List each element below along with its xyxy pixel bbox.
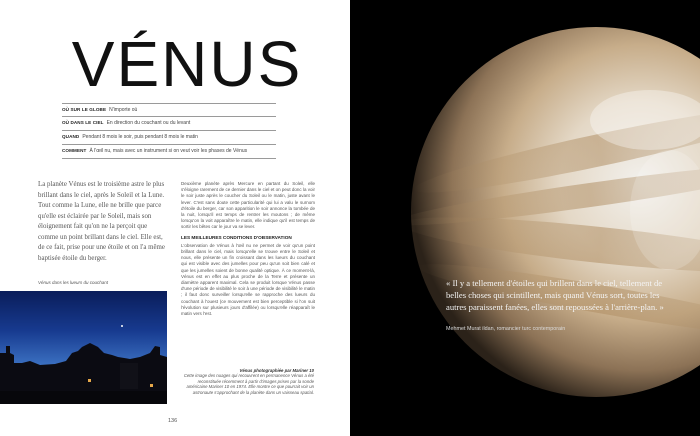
body-paragraph: Deuxième planète après Mercure en partant du Soleil, elle s'éloigne rarement de ce dernier dans le ciel et on peut donc la voir le soir juste après le coucher du Soleil ou le matin, juste avant le lever. C'est sans doute cette particularité qui lui a valu le surnom d'étoile du berger, car son apparition le soir annonce la tombée de la nuit, lorsqu'il est temps de rentrer les moutons ; de même lorsqu'on la voit apparaître le matin, elle indique qu'il est temps de sortir les bêtes car le jour va se lever. bbox=[181, 181, 315, 230]
info-row-how bbox=[62, 145, 276, 159]
body-paragraph: L'observation de Vénus à l'œil nu ne permet de voir qu'un point brillant dans le ciel, mais lorsqu'elle se trouve entre le Soleil et nous, elle présente un fin croissant dans les lueurs du couchant qui est visible avec des jumelles pour peu qu'un soit bien calé et que les jumelles soient de bonne qualité optique. À ce moment-là, Vénus est en effet au plus proche de la Terre et présente un diamètre apparent maximal. Cela se produit lorsque Vénus passe d'une période de visibilité le soir à une période de visibilité le matin ; il faut donc surveiller lorsqu'elle se rapproche des lueurs du couchant à l'ouest (ce mouvement est bien perceptible si l'on suit l'évolution sur plusieurs jours d'affilée) ou lorsqu'elle réapparaît le matin vers l'est. bbox=[181, 242, 315, 317]
right-page bbox=[350, 0, 700, 436]
info-row-when bbox=[62, 131, 276, 145]
info-row-where-sky bbox=[62, 117, 276, 131]
credit-text: Cette image des nuages qui recouvrent en permanence Vénus a été reconstituée récemment à partir d'images prises par la sonde américaine Mariner 10 en 1974. Elle montre ce que pourrait voir un astronaute s'approchant de la planète dans un vaisseau spatial. bbox=[183, 373, 314, 395]
credit-title: Vénus photographiée par Mariner 10 bbox=[239, 368, 314, 373]
info-label: OÙ DANS LE CIEL bbox=[62, 120, 104, 125]
page-title bbox=[71, 26, 303, 100]
info-value: À l'œil nu, mais avec un instrument si on veut voir les phases de Vénus bbox=[89, 148, 248, 154]
info-label: COMMENT bbox=[62, 148, 87, 153]
venus-planet-image bbox=[350, 0, 700, 436]
section-heading: LES MEILLEURES CONDITIONS D'OBSERVATION bbox=[181, 234, 292, 240]
intro-paragraph: La planète Vénus est le troisième astre le plus brillant dans le ciel, après le Soleil et la Lune. Tout comme la Lune, elle ne brille que parce qu'elle est éclairée par le Soleil, mais son éloignement fait qu'on ne la perçoit que comme un point brillant dans le ciel. Elle est, de ce fait, prise pour une étoile et on l'a même baptisée étoile du berger. bbox=[38, 181, 165, 262]
info-row-where-globe bbox=[62, 103, 276, 117]
sunset-photo bbox=[0, 291, 167, 404]
info-table bbox=[62, 103, 276, 159]
info-label: OÙ SUR LE GLOBE bbox=[62, 107, 107, 112]
info-value: En direction du couchant ou du levant bbox=[106, 120, 191, 126]
photo-credit bbox=[180, 368, 314, 395]
info-label: QUAND bbox=[62, 134, 80, 139]
page-number: 136 bbox=[168, 418, 178, 424]
svg-text:VÉNUS: VÉNUS bbox=[71, 28, 303, 100]
venus-dot bbox=[121, 325, 123, 327]
body-column bbox=[181, 181, 315, 319]
quote-author: Mehmet Murat ildan, romancier turc contemporain bbox=[446, 326, 566, 332]
quote-text: « Il y a tellement d'étoiles qui brillent dans le ciel, tellement de belles choses qui scintillent, mais quand Vénus sort, toutes les autres paraissent fanées, elles sont repoussées à l'arrière-plan. » bbox=[446, 278, 664, 312]
photo-caption: Vénus dans les lueurs du couchant bbox=[38, 280, 109, 285]
intro-text bbox=[38, 180, 168, 264]
info-value: N'importe où bbox=[109, 107, 138, 113]
info-value: Pendant 8 mois le soir, puis pendant 8 mois le matin bbox=[82, 134, 198, 140]
